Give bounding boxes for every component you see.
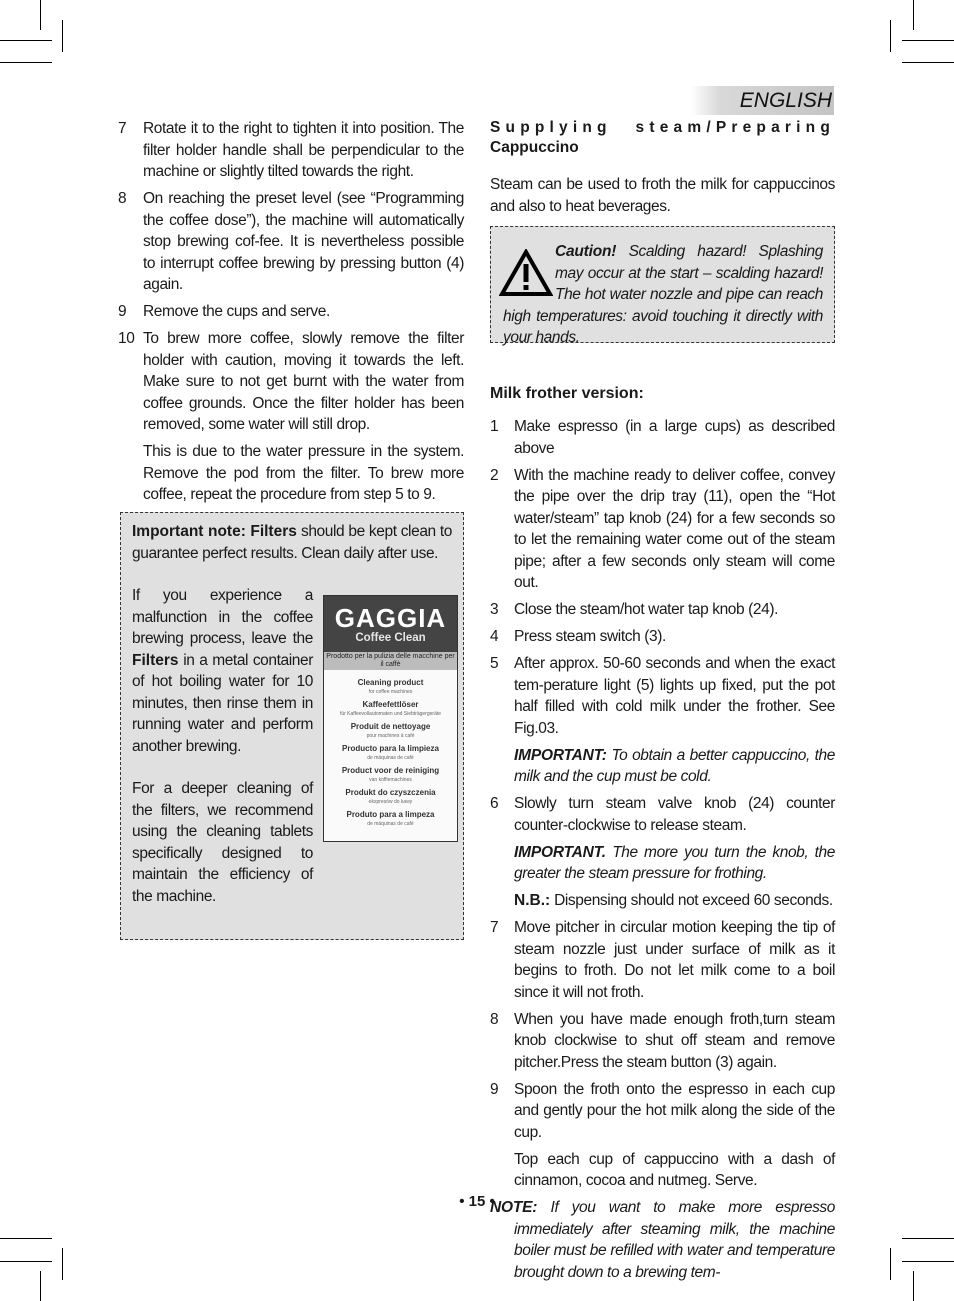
crop-mark <box>913 1271 914 1301</box>
crop-mark <box>890 20 891 52</box>
frother-heading: Milk frother version: <box>490 385 644 402</box>
important-note: IMPORTANT: To obtain a better cappuccino, the milk and the cup must be cold. <box>514 746 835 785</box>
important-note: IMPORTANT. The more you turn the knob, the greater the steam pressure for frothing. <box>514 843 835 882</box>
list-item: 8 When you have made enough froth,turn steam knob clockwise to shut off steam and remove pitcher.Press the steam button (3) again. <box>490 1010 835 1071</box>
crop-mark <box>913 0 914 30</box>
list-item: 9 Remove the cups and serve. <box>118 303 330 320</box>
coffee-clean-product-image: GAGGIA Coffee Clean Prodotto per la pulizia delle macchine per il caffè Cleaning product for coffee machines Kaffeefettlöser für Kaffeevollautomaten und Siebträgergeräte Produit de nettoyage pour machines à café Producto para la limpieza de máquinas de café Product voor de reiniging van koffiemachines Produkt do czyszczenia ekspresów do kawy Produto para a limpeza de máquinas de café <box>323 595 458 842</box>
caution-text: Caution! Scalding hazard! Splashing may occur at the start – scalding hazard! The hot water nozzle and pipe can reach high temperatures: avoid touching it directly with your hands. <box>503 243 823 346</box>
crop-mark <box>902 1238 954 1239</box>
list-item: 4 Press steam switch (3). <box>490 628 666 645</box>
left-column <box>118 118 464 511</box>
step-continuation: This is due to the water pressure in the system. Remove the pod from the filter. To brew more coffee, repeat the procedure from step 5 to 9. <box>143 443 464 503</box>
list-item: 7 Rotate it to the right to tighten it into position. The filter holder handle shall be perpendicular to the machine or slightly tilted towards the right. <box>118 120 464 180</box>
product-brand: GAGGIA <box>334 603 447 633</box>
crop-mark <box>0 62 52 63</box>
product-name: Coffee Clean <box>355 632 426 644</box>
section-heading: Supplying steam/Preparing <box>490 119 835 136</box>
crop-mark <box>0 1238 52 1239</box>
intro-paragraph: Steam can be used to froth the milk for cappuccinos and also to heat beverages. <box>490 176 835 215</box>
list-item: 8 On reaching the preset level (see “Programming the coffee dose”), the machine will automatically stop brewing cof-fee. It is nevertheless possible to interrupt coffee brewing by pressing button (4) again. <box>118 190 464 293</box>
note-bold-lead: Important note: Filters <box>132 523 297 540</box>
list-item: 5 After approx. 50-60 seconds and when the exact tem-perature light (5) lights up fixed, put the pot half filled with cold milk under the frother. See Fig.03. <box>490 655 835 737</box>
caution-box <box>490 226 835 346</box>
note-paragraph: Important note: Filters should be kept clean to guarantee perfect results. Clean daily after use. <box>132 523 452 562</box>
crop-mark <box>40 0 41 30</box>
list-item: 9 Spoon the froth onto the espresso in each cup and gently pour the hot milk along the side of the cup. <box>490 1080 835 1141</box>
language-tab: ENGLISH <box>691 86 834 115</box>
crop-mark <box>62 1248 63 1280</box>
frother-section <box>490 384 835 1283</box>
product-band: Prodotto per la pulizia delle macchine per il caffè <box>324 652 457 670</box>
crop-mark <box>0 40 52 41</box>
crop-mark <box>902 62 954 63</box>
note-paragraph: If you experience a malfunction in the coffee brewing process, leave the Filters in a metal container of hot boiling water for 10 minutes, then rinse them in running water and perform another brewing. <box>132 587 313 755</box>
crop-mark <box>902 1261 954 1262</box>
section-heading-line2: Cappuccino <box>490 139 579 156</box>
step-continuation: Top each cup of cappuccino with a dash of cinnamon, cocoa and nutmeg. Serve. <box>514 1150 835 1189</box>
right-column <box>490 118 835 217</box>
crop-mark <box>890 1248 891 1280</box>
crop-mark <box>40 1271 41 1301</box>
final-note: NOTE: If you want to make more espresso immediately after steaming milk, the machine boiler must be refilled with water and temperature brought down to a brewing tem- <box>490 1199 835 1281</box>
note-paragraph: For a deeper cleaning of the filters, we recommend using the cleaning tablets specifically designed to maintain the efficiency of the machine. <box>132 780 313 905</box>
crop-mark <box>0 1261 52 1262</box>
list-item: 2 With the machine ready to deliver coffee, convey the pipe over the drip tray (11), open the “Hot water/steam” tap knob (24) for a few seconds so to let the remaining water come out of the steam pipe; after a few seconds only steam will come out. <box>490 466 835 591</box>
list-item: 3 Close the steam/hot water tap knob (24). <box>490 601 779 618</box>
important-note-box <box>120 512 464 940</box>
crop-mark <box>902 40 954 41</box>
crop-mark <box>62 20 63 52</box>
list-item: 1 Make espresso (in a large cups) as described above <box>490 418 835 457</box>
list-item: 7 Move pitcher in circular motion keeping the tip of steam nozzle just under surface of milk as it begins to froth. Do not let milk come to a boil since it will not froth. <box>490 919 835 1001</box>
nb-note: N.B.: Dispensing should not exceed 60 seconds. <box>514 892 833 909</box>
page-number: • 15 • <box>459 1193 495 1210</box>
list-item: 6 Slowly turn steam valve knob (24) counter counter-clockwise to release steam. <box>490 795 835 834</box>
list-item: 10 To brew more coffee, slowly remove the filter holder with caution, moving it towards the left. Make sure to not get burnt with the water from coffee grounds. Once the filter holder has been removed, some water will still drop. <box>118 330 464 433</box>
